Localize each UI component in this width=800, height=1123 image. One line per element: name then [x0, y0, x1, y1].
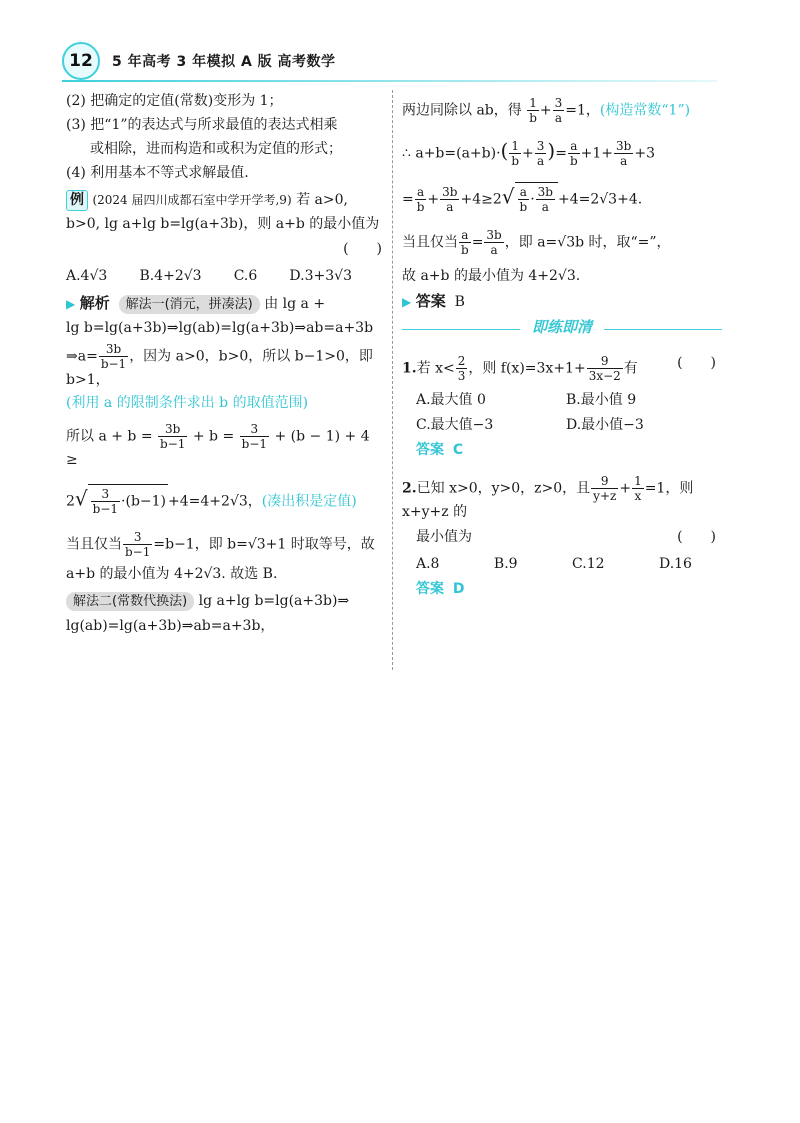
page-number: 12: [62, 42, 100, 80]
fraction: $\frac{3}{b-1}$: [241, 422, 268, 451]
question-2-answer: 答案 D: [416, 581, 465, 597]
example-text-2: b>0, lg a+lg b=lg(a+3b)，则 a+b 的最小值为: [66, 216, 380, 232]
example-text-1: 若 a>0,: [296, 192, 348, 208]
right-line-5: 故 a+b 的最小值为 4+2√3.: [402, 268, 581, 284]
method-1-line-6: 2√ $\frac{3}{b-1}$ ·(b−1) +4=4+2√3，(凑出积是定值): [66, 484, 382, 516]
fraction: $\frac{2}{3}$: [457, 354, 466, 383]
example-source: (2024 届四川成都石室中学开学考,9): [92, 193, 292, 207]
note-product-constant: (凑出积是定值): [261, 493, 357, 510]
option-d: D.最小值−3: [566, 417, 644, 433]
example-label: 例: [66, 190, 88, 211]
column-divider: [392, 90, 393, 670]
step-2: (2) 把确定的定值(常数)变形为 1；: [66, 93, 283, 109]
analysis-label: 解析: [79, 294, 110, 312]
right-line-4: 当且仅当 $\frac{a}{b}$ = $\frac{3b}{a}$ ，即 a=√3b 时，取“=”，: [402, 228, 671, 257]
question-2-line-2: 最小值为 ( ): [416, 529, 716, 545]
example-line-1: [66, 190, 382, 211]
fraction: $\frac{3b}{b-1}$: [100, 342, 127, 371]
note-construct-one: (构造常数“1”): [599, 102, 691, 119]
option-b: B.4+2√3: [139, 268, 202, 284]
method-1-line-8: a+b 的最小值为 4+2√3. 故选 B.: [66, 566, 278, 582]
fraction: $\frac{3}{a}$: [536, 139, 545, 168]
question-1: 1.若 x< $\frac{2}{3}$ ，则 f(x)=3x+1+ $\frac{9}{3x-2}$ 有 ( ): [402, 354, 716, 383]
option-b: B.9: [493, 556, 518, 572]
radical: $\frac{3}{b-1}$ ·(b−1): [88, 484, 168, 516]
option-c: C.最大值−3: [416, 417, 494, 433]
option-c: C.6: [233, 268, 258, 284]
question-1-paren: ( ): [677, 355, 716, 371]
fraction: $\frac{1}{x}$: [634, 474, 642, 503]
step-3: (3) 把“1”的表达式与所求最值的表达式相乘: [66, 117, 338, 133]
answer-label: 答案: [415, 292, 446, 310]
method-2-tag: 解法二(常数代换法): [66, 592, 194, 611]
fraction: $\frac{9}{y+z}$: [593, 474, 617, 503]
fraction: $\frac{1}{b}$: [529, 96, 537, 125]
example-answer: [402, 292, 722, 312]
section-banner: [402, 318, 722, 342]
example-paren: ( ): [343, 241, 382, 257]
question-2-options: [402, 555, 722, 574]
fraction: $\frac{9}{3x-2}$: [588, 354, 621, 383]
answer-value: B: [454, 294, 465, 310]
question-2-paren: ( ): [677, 529, 716, 545]
page-header: [62, 42, 336, 80]
example-options: [66, 267, 382, 286]
option-b: B.最小值 9: [566, 392, 637, 408]
question-1-options-row-1: [402, 391, 722, 410]
option-a: A.最大值 0: [416, 392, 486, 408]
question-1-answer: 答案 C: [416, 442, 464, 458]
fraction: $\frac{3b}{a}$: [442, 185, 458, 214]
fraction: $\frac{3}{a}$: [554, 96, 563, 125]
triangle-icon: ▶: [402, 295, 412, 309]
method-1-tag: 解法一(消元，拼凑法): [119, 295, 260, 314]
method-1-line-3: ⇒a= $\frac{3b}{b-1}$ ，因为 a>0，b>0，所以 b−1>0，即 b>1，: [66, 342, 373, 388]
right-line-3: = $\frac{a}{b}$ + $\frac{3b}{a}$ +4≥2√ $\frac{a}{b}$ · $\frac{3b}{a}$ +4=2√3+4.: [402, 182, 722, 214]
header-rule: [62, 80, 717, 82]
fraction: $\frac{a}{b}$: [569, 139, 578, 168]
option-c: C.12: [572, 556, 605, 572]
option-d: D.16: [658, 556, 692, 572]
question-2: 2.已知 x>0，y>0，z>0，且 $\frac{9}{y+z}$ + $\frac{1}{x}$ =1，则 x+y+z 的: [402, 474, 694, 520]
step-3-cont: 或相除，进而构造和或积为定值的形式；: [90, 141, 342, 157]
left-column: [66, 92, 382, 636]
analysis-line-1: [66, 294, 382, 314]
question-1-options-row-2: [402, 416, 722, 435]
method-1-line-5: 所以 a + b = $\frac{3b}{b-1}$ + b = $\frac{3}{b-1}$ + (b − 1) + 4 ≥: [66, 422, 370, 468]
right-line-1: 两边同除以 ab，得 $\frac{1}{b}$ + $\frac{3}{a}$ =1，(构造常数“1”): [402, 96, 691, 125]
option-a: A.4√3: [66, 268, 108, 284]
option-d: D.3+3√3: [289, 268, 352, 284]
fraction: $\frac{a}{b}$: [416, 185, 425, 214]
note-b-range: (利用 a 的限制条件求出 b 的取值范围): [66, 395, 309, 411]
method-2-line-1: 解法二(常数代换法) lg a+lg b=lg(a+3b)⇒: [66, 592, 382, 611]
fraction: $\frac{3b}{b-1}$: [160, 422, 186, 451]
radical: $\frac{a}{b}$ · $\frac{3b}{a}$: [515, 182, 558, 214]
book-title: 5 年高考 3 年模拟 A 版 高考数学: [112, 54, 336, 70]
method-2-line-2: lg(ab)=lg(a+3b)⇒ab=a+3b，: [66, 618, 275, 634]
option-a: A.8: [416, 556, 440, 572]
fraction: $\frac{3b}{a}$: [616, 139, 632, 168]
fraction: $\frac{3b}{a}$: [486, 228, 502, 257]
fraction: $\frac{3}{b-1}$: [125, 530, 151, 559]
method-1-line-2: lg b=lg(a+3b)⇒lg(ab)=lg(a+3b)⇒ab=a+3b: [66, 320, 374, 336]
method-1-line-7: 当且仅当 $\frac{3}{b-1}$ =b−1，即 b=√3+1 时取等号，故: [66, 530, 375, 559]
step-4: (4) 利用基本不等式求解最值.: [66, 165, 249, 181]
method-1-text: 由 lg a +: [264, 296, 326, 312]
triangle-icon: ▶: [66, 297, 76, 311]
fraction: $\frac{1}{b}$: [511, 139, 520, 168]
right-column: [402, 92, 722, 599]
fraction: $\frac{a}{b}$: [461, 228, 469, 257]
section-title: 即练即清: [520, 318, 604, 337]
right-line-2: ∴ a+b=(a+b)·( $\frac{1}{b}$ + $\frac{3}{a}$ )= $\frac{a}{b}$ +1+ $\frac{3b}{a}$ +3: [402, 138, 655, 168]
